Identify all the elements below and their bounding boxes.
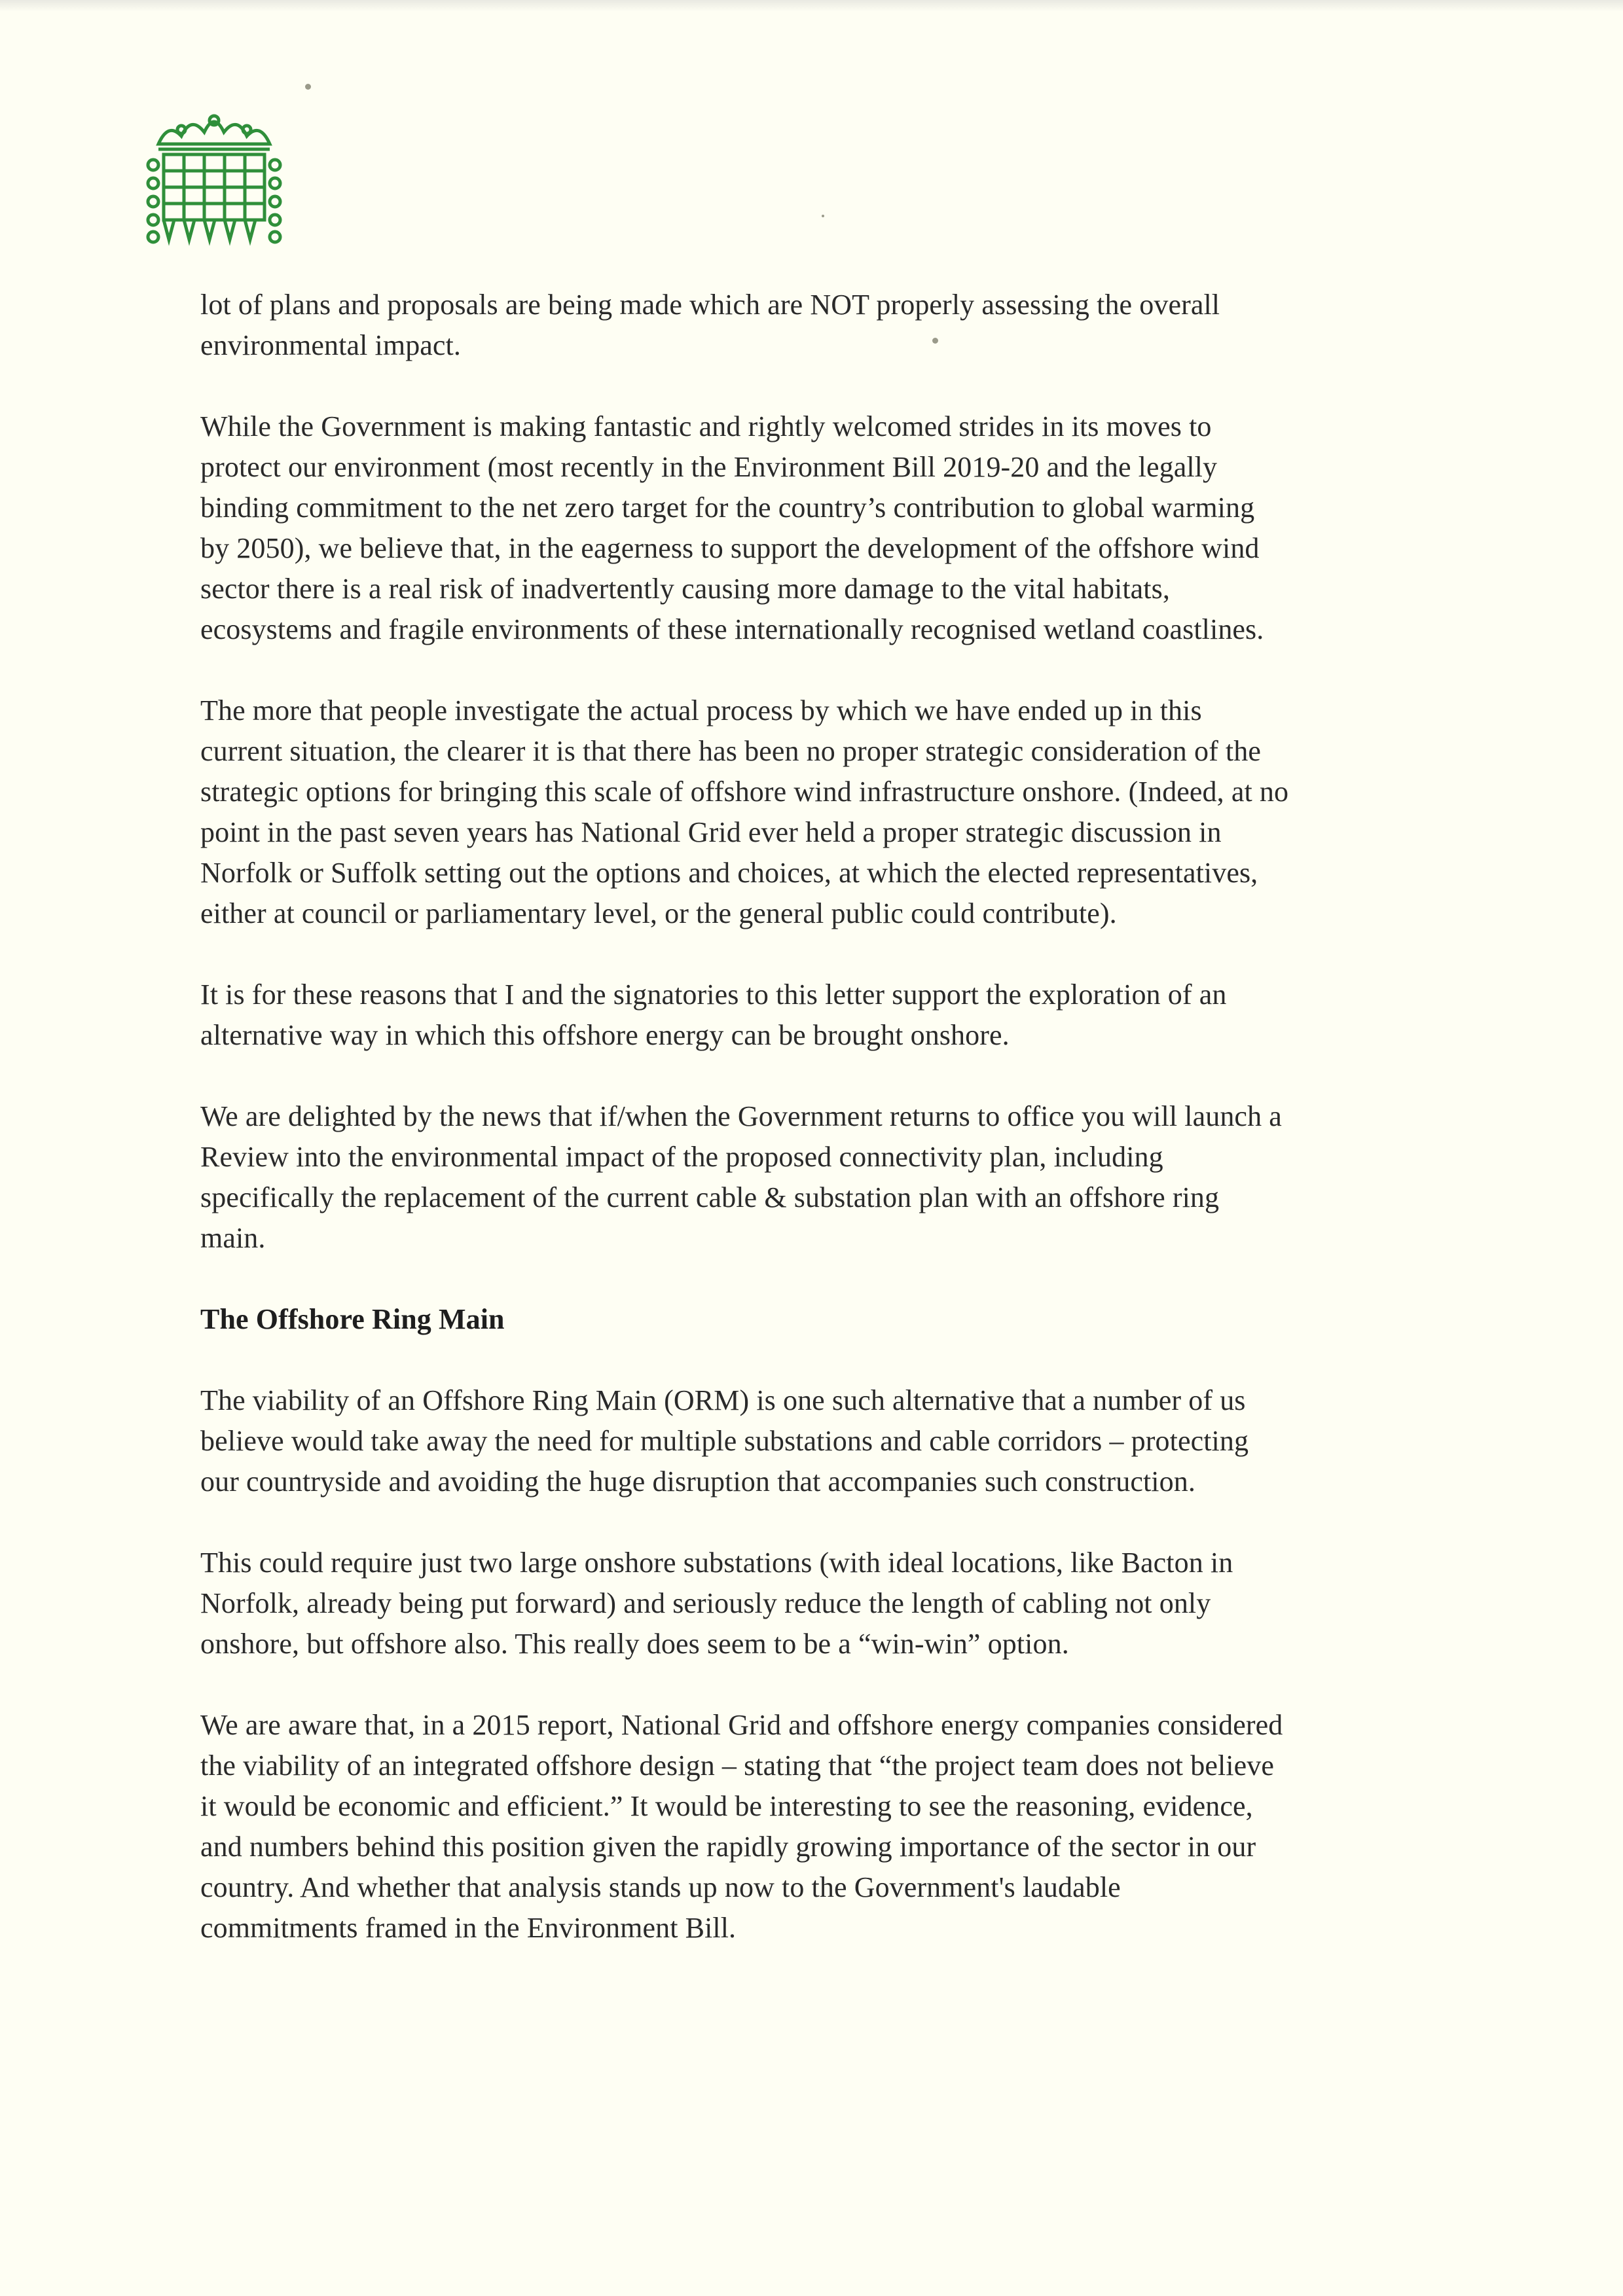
paragraph-two-substations xyxy=(200,1543,1470,1664)
text-line: main. xyxy=(200,1222,266,1254)
text-line: The viability of an Offshore Ring Main (ORM) is one such alternative that a number of us xyxy=(200,1384,1246,1416)
text-line: lot of plans and proposals are being made which are NOT properly assessing the overall xyxy=(200,289,1220,321)
text-line: ecosystems and fragile environments of these internationally recognised wetland coastlines. xyxy=(200,613,1264,645)
letter-body xyxy=(200,285,1470,1989)
text-line: Norfolk or Suffolk setting out the options and choices, at which the elected representatives, xyxy=(200,857,1258,889)
text-line: the viability of an integrated offshore design – stating that “the project team does not believe xyxy=(200,1749,1274,1782)
text-line: alternative way in which this offshore energy can be brought onshore. xyxy=(200,1019,1010,1051)
text-line: Norfolk, already being put forward) and seriously reduce the length of cabling not only xyxy=(200,1587,1211,1619)
paragraph-assessment xyxy=(200,285,1470,366)
paragraph-government-strides xyxy=(200,406,1470,650)
section-heading: The Offshore Ring Main xyxy=(200,1303,505,1335)
text-line: protect our environment (most recently in the Environment Bill 2019-20 and the legally xyxy=(200,451,1218,483)
text-line: While the Government is making fantastic and rightly welcomed strides in its moves to xyxy=(200,410,1212,442)
scan-edge xyxy=(0,0,1623,12)
text-line: and numbers behind this position given the rapidly growing importance of the sector in our xyxy=(200,1831,1256,1863)
text-line: Review into the environmental impact of the proposed connectivity plan, including xyxy=(200,1141,1163,1173)
text-line: it would be economic and efficient.” It would be interesting to see the reasoning, evidence, xyxy=(200,1790,1253,1822)
paragraph-review xyxy=(200,1096,1470,1259)
paragraph-reasons xyxy=(200,975,1470,1056)
text-line: It is for these reasons that I and the signatories to this letter support the exploration of an xyxy=(200,978,1227,1011)
text-line: We are delighted by the news that if/when the Government returns to office you will launch a xyxy=(200,1100,1282,1132)
text-line: country. And whether that analysis stands up now to the Government's laudable xyxy=(200,1871,1121,1903)
text-line: sector there is a real risk of inadvertently causing more damage to the vital habitats, xyxy=(200,573,1170,605)
scan-speck xyxy=(822,215,824,217)
text-line: either at council or parliamentary level, or the general public could contribute). xyxy=(200,897,1117,929)
text-line: commitments framed in the Environment Bill. xyxy=(200,1912,737,1944)
text-line: We are aware that, in a 2015 report, National Grid and offshore energy companies considered xyxy=(200,1709,1283,1741)
portcullis-icon xyxy=(145,110,283,247)
text-line: current situation, the clearer it is that there has been no proper strategic consideration of the xyxy=(200,735,1261,767)
text-line: environmental impact. xyxy=(200,329,461,361)
paragraph-strategic-consideration xyxy=(200,691,1470,934)
text-line: This could require just two large onshore substations (with ideal locations, like Bacton in xyxy=(200,1547,1233,1579)
text-line: believe would take away the need for multiple substations and cable corridors – protecting xyxy=(200,1425,1249,1457)
scan-speck xyxy=(305,84,311,90)
text-line: by 2050), we believe that, in the eagerness to support the development of the offshore wind xyxy=(200,532,1260,564)
text-line: point in the past seven years has National Grid ever held a proper strategic discussion in xyxy=(200,816,1222,848)
text-line: specifically the replacement of the current cable & substation plan with an offshore ring xyxy=(200,1181,1220,1213)
text-line: strategic options for bringing this scale of offshore wind infrastructure onshore. (Indeed, at no xyxy=(200,776,1289,808)
text-line: The more that people investigate the actual process by which we have ended up in this xyxy=(200,694,1202,726)
text-line: our countryside and avoiding the huge disruption that accompanies such construction. xyxy=(200,1465,1195,1498)
text-line: binding commitment to the net zero target for the country’s contribution to global warming xyxy=(200,492,1255,524)
paragraph-orm-viability xyxy=(200,1380,1470,1502)
text-line: onshore, but offshore also. This really does seem to be a “win-win” option. xyxy=(200,1628,1069,1660)
paragraph-2015-report xyxy=(200,1705,1470,1948)
